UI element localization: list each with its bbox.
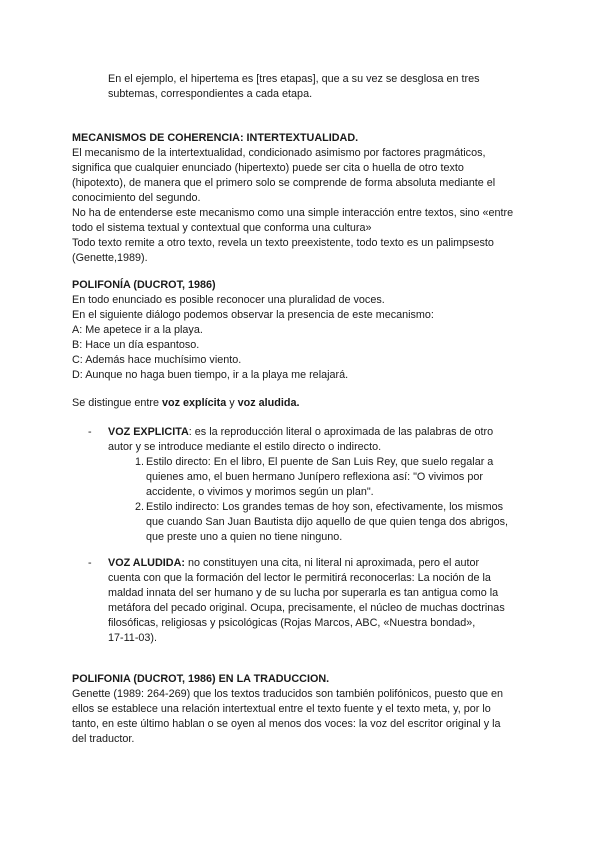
text-line: cuenta con que la formación del lector le permitirá reconocerlas: La noción de la	[108, 572, 491, 584]
item-number: 1.	[134, 456, 144, 468]
text-line: El mecanismo de la intertextualidad, condicionado asimismo por factores pragmáticos,	[72, 147, 486, 159]
term-alluded: voz aludida.	[237, 397, 300, 409]
text-line: metáfora del pecado original. Ocupa, precisamente, el núcleo de muchas doctrinas	[108, 602, 505, 614]
text-line: Estilo directo: En el libro, El puente de San Luis Rey, que suelo regalar a	[146, 456, 494, 468]
section-heading: POLIFONÍA (DUCROT, 1986)	[72, 279, 216, 291]
text-line: filosóficas, religiosas y psicológicas (Rojas Marcos, ABC, «Nuestra bondad»,	[108, 617, 476, 629]
section-heading: POLIFONIA (DUCROT, 1986) EN LA TRADUCCION.	[72, 673, 330, 685]
text-line: maldad innata del ser humano y de su lucha por superarla es tan antigua como la	[108, 587, 499, 599]
intro-paragraph	[108, 72, 548, 102]
text-line: Estilo indirecto: Los grandes temas de hoy son, efectivamente, los mismos	[146, 501, 504, 513]
text-line: que preste uno a quien no tiene ninguno.	[146, 531, 343, 543]
text-line: ellos se establece una relación intertextual entre el texto fuente y el texto meta, y, por lo	[72, 703, 491, 715]
bullet-term: VOZ EXPLICITA	[108, 426, 189, 438]
coherence-section	[72, 131, 542, 266]
translation-section	[72, 672, 542, 747]
bullet-term: VOZ ALUDIDA:	[108, 557, 185, 569]
text-line: conocimiento del segundo.	[72, 192, 201, 204]
text-line: todo el sistema textual y contextual que conforma una cultura»	[72, 222, 372, 234]
text-line: En el ejemplo, el hipertema es [tres etapas], que a su vez se desglosa en tres	[108, 73, 480, 85]
dialogue-line: B: Hace un día espantoso.	[72, 339, 200, 351]
text-span: : es la reproducción literal o aproximada de las palabras de otro	[188, 426, 494, 438]
text-line: del traductor.	[72, 733, 135, 745]
term-explicit: voz explícita	[162, 397, 227, 409]
bullet-dash: -	[88, 557, 92, 569]
text-line: (hipotexto), de manera que el primero solo se comprende de forma absoluta mediante el	[72, 177, 496, 189]
text-line: quienes amo, el buen hermano Junípero reflexiona así: "O vivimos por	[146, 471, 483, 483]
text-line: autor y se introduce mediante el estilo directo o indirecto.	[108, 441, 382, 453]
text-line: Todo texto remite a otro texto, revela un texto preexistente, todo texto es un palimpsesto	[72, 237, 494, 249]
text-span: Se distingue entre	[72, 397, 163, 409]
text-line: (Genette,1989).	[72, 252, 148, 264]
text-line: Genette (1989: 264-269) que los textos traducidos son también polifónicos, puesto que en	[72, 688, 503, 700]
distinguish-sentence	[72, 396, 542, 411]
text-line: No ha de entenderse este mecanismo como una simple interacción entre textos, sino «entre	[72, 207, 514, 219]
text-span: y	[226, 397, 238, 409]
text-line: significa que cualquier enunciado (hipertexto) puede ser cita o huella de otro texto	[72, 162, 464, 174]
dialogue-line: A: Me apetece ir a la playa.	[72, 324, 203, 336]
numbered-item-indirect	[134, 500, 536, 545]
dialogue-line: C: Además hace muchísimo viento.	[72, 354, 242, 366]
bullet-dash: -	[88, 426, 92, 438]
section-heading: MECANISMOS DE COHERENCIA: INTERTEXTUALIDAD.	[72, 132, 359, 144]
text-line: subtemas, correspondientes a cada etapa.	[108, 88, 313, 100]
alluded-voice-item	[108, 556, 528, 646]
item-number: 2.	[134, 501, 144, 513]
numbered-item-direct	[134, 455, 536, 500]
explicit-voice-item	[108, 425, 528, 455]
text-line: En el siguiente diálogo podemos observar la presencia de este mecanismo:	[72, 309, 434, 321]
text-line: accidente, o vivimos y morimos según un plan".	[146, 486, 374, 498]
dialogue-line: D: Aunque no haga buen tiempo, ir a la playa me relajará.	[72, 369, 349, 381]
text-line: 17-11-03).	[108, 632, 158, 644]
text-line: que cuando San Juan Bautista dijo aquello de que quien tenga dos abrigos,	[146, 516, 508, 528]
polyphony-section	[72, 278, 542, 383]
text-span: no constituyen una cita, ni literal ni aproximada, pero el autor	[184, 557, 480, 569]
text-line: tanto, en este último hablan o se oyen al menos dos voces: la voz del escritor original y la	[72, 718, 501, 730]
text-line: En todo enunciado es posible reconocer una pluralidad de voces.	[72, 294, 385, 306]
